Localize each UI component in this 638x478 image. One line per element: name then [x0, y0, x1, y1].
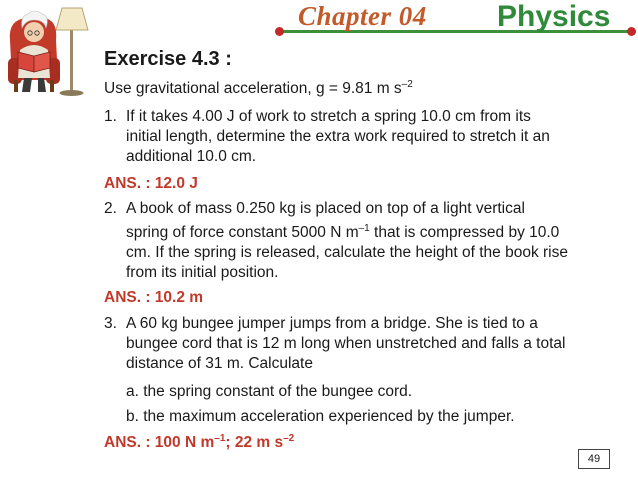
question-line: [126, 219, 638, 243]
answer-2: ANS. : 10.2 m: [104, 289, 204, 306]
question-3-part-b: b. the maximum acceleration experienced by the jumper.: [126, 408, 515, 425]
exercise-title: Exercise 4.3 :: [104, 48, 232, 70]
question-number: 1.: [104, 108, 117, 125]
subject-label: Physics: [497, 0, 611, 33]
question-line: cm. If the spring is released, calculate the height of the book rise: [126, 244, 568, 261]
gravity-note: [104, 79, 413, 98]
question-line: A 60 kg bungee jumper jumps from a bridge. She is tied to a: [126, 315, 538, 332]
question-line: from its initial position.: [126, 264, 279, 281]
answer-3: [104, 433, 294, 452]
professor-reading-illustration: [4, 0, 96, 100]
gravity-note-exponent: –2: [401, 79, 413, 90]
answer-1: ANS. : 12.0 J: [104, 175, 198, 192]
gravity-note-text: Use gravitational acceleration, g = 9.81 m s: [104, 80, 402, 97]
question-line: distance of 31 m. Calculate: [126, 355, 313, 372]
question-line-text: spring of force constant 5000 N m: [126, 224, 359, 241]
question-text: [126, 107, 638, 167]
question-number: 2.: [104, 200, 117, 217]
question-line: additional 10.0 cm.: [126, 148, 257, 165]
question-exponent: –1: [358, 223, 370, 234]
answer-3-exp2: –2: [283, 433, 295, 444]
header-dot-left: [275, 27, 284, 36]
question-text: [126, 314, 638, 374]
answer-3-part2: ; 22 m s: [225, 434, 284, 451]
question-line: initial length, determine the extra work required to stretch it an: [126, 128, 550, 145]
question-line-suffix: that is compressed by 10.0: [369, 224, 560, 241]
question-text: [126, 199, 638, 283]
question-3-part-a: a. the spring constant of the bungee cord.: [126, 383, 413, 400]
question-number: 3.: [104, 315, 117, 332]
question-line: bungee cord that is 12 m long when unstretched and falls a total: [126, 335, 566, 352]
answer-3-part1: ANS. : 100 N m: [104, 434, 215, 451]
answer-3-exp1: –1: [214, 433, 226, 444]
page-number: 49: [578, 449, 610, 469]
question-line: If it takes 4.00 J of work to stretch a spring 10.0 cm from its: [126, 108, 531, 125]
question-line: A book of mass 0.250 kg is placed on top of a light vertical: [126, 200, 525, 217]
header-dot-right: [627, 27, 636, 36]
chapter-label: Chapter 04: [298, 1, 427, 31]
